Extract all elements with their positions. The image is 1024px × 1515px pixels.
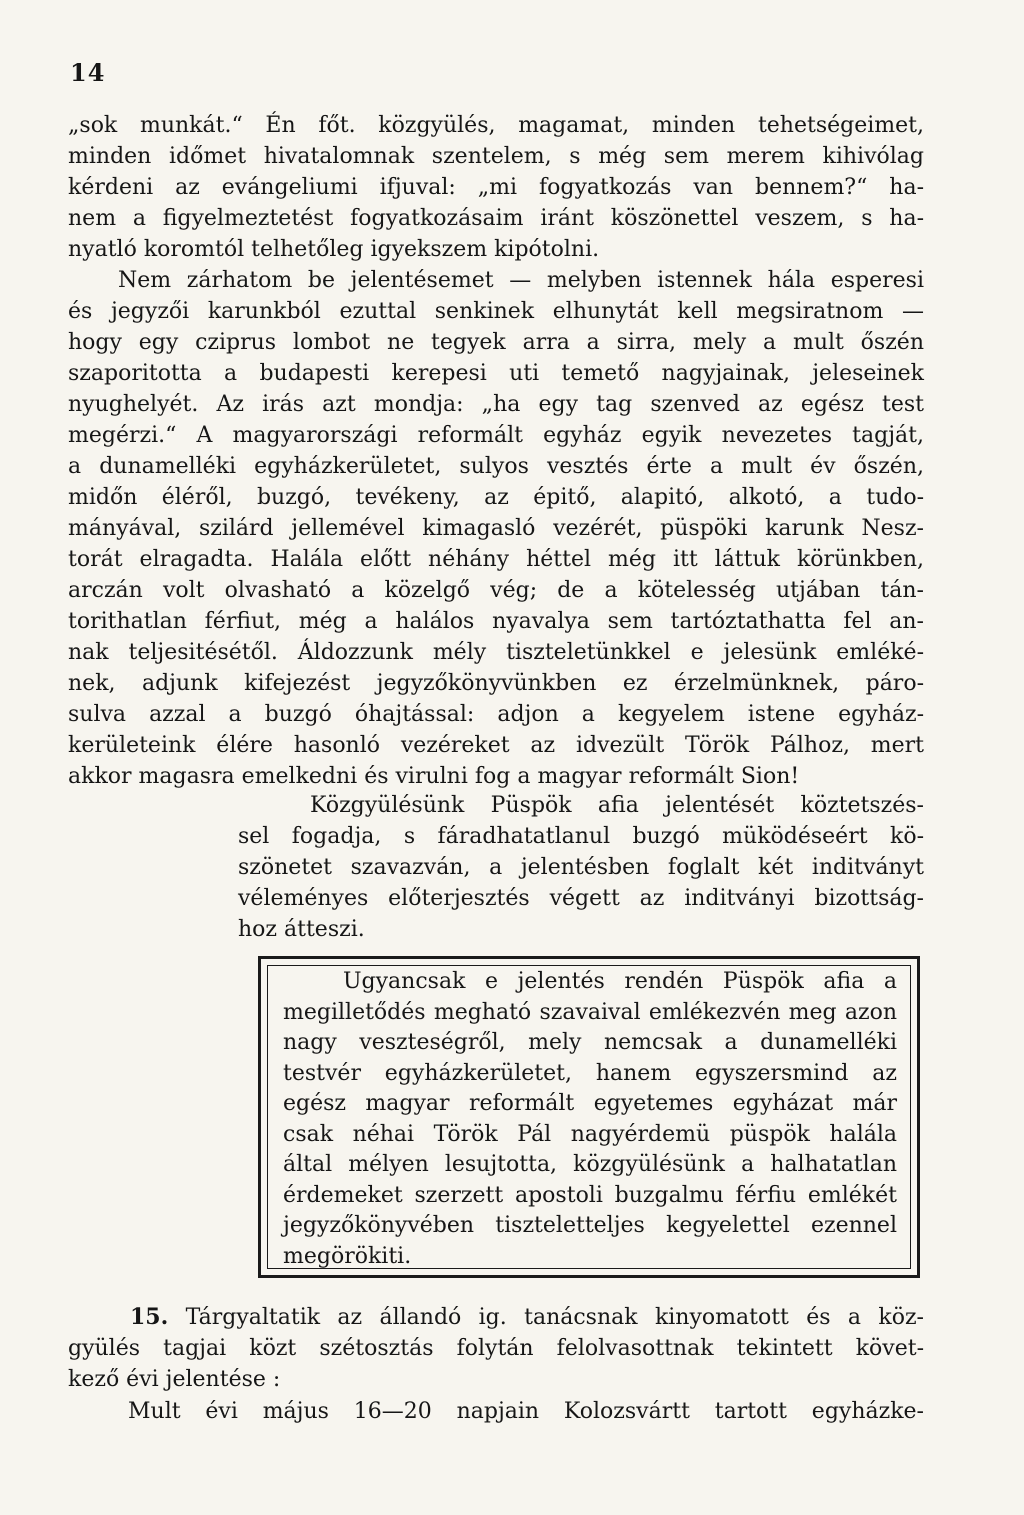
resolution-text: [238, 790, 924, 945]
text-line: érdemeket szerzett apostoli buzgalmu férfiu emlékét: [283, 1182, 897, 1208]
text-line: nyatló koromtól telhetőleg igyekszem kipótolni.: [68, 237, 600, 262]
text-line: megilletődés megható szavaival emlékezvén meg azon: [283, 999, 897, 1025]
text-line: nagy veszteségről, mely nemcsak a dunamelléki: [283, 1030, 897, 1055]
text-line: Ugyancsak e jelentés rendén Püspök afia a: [343, 969, 897, 994]
text-line: Közgyülésünk Püspök afia jelentését köztetszés-: [310, 793, 924, 818]
text-line: [68, 1302, 924, 1333]
text-line: által mélyen lesujtotta, közgyülésünk a halhatatlan: [283, 1152, 897, 1177]
text-line: arczán volt olvasható a közelgő vég; de a kötelesség utjában tán-: [68, 578, 924, 603]
text-line: megérzi.“ A magyarországi reformált egyház egyik nevezetes tagját,: [68, 423, 924, 448]
text-line: gyülés tagjai közt szétosztás folytán felolvasottnak tekintett követ-: [68, 1336, 924, 1361]
text-line: hogy egy cziprus lombot ne tegyek arra a sirra, mely a mult őszén: [68, 330, 924, 355]
body-text: [68, 110, 924, 792]
boxed-note: [258, 956, 920, 1278]
text-line: hoz átteszi.: [238, 917, 365, 942]
text-line: akkor magasra emelkedni és virulni fog a magyar reformált Sion!: [68, 764, 800, 789]
text-line: Nem zárhatom be jelentésemet — melyben istennek hála esperesi: [118, 268, 924, 293]
text-line: véleményes előterjesztés végett az inditványi bizottság-: [238, 886, 924, 911]
item-text: Tárgyaltatik az állandó ig. tanácsnak kinyomatott és a köz-: [185, 1305, 924, 1330]
text-line: sulva azzal a buzgó óhajtással: adjon a kegyelem istene egyház-: [68, 702, 924, 727]
text-line: torithatlan férfiut, még a halálos nyavalya sem tartóztathatta fel an-: [68, 609, 924, 634]
text-line: kerületeink élére hasonló vezéreket az idvezült Török Pálhoz, mert: [68, 733, 924, 758]
text-line: minden időmet hivatalomnak szentelem, s még sem merem kihivólag: [68, 144, 924, 169]
text-line: csak néhai Török Pál nagyérdemü püspök halála: [283, 1121, 897, 1147]
text-line: nek, adjunk kifejezést jegyzőkönyvünkben ez érzelmünknek, páro-: [68, 671, 924, 696]
text-line: Mult évi május 16—20 napjain Kolozsvártt tartott egyházke-: [128, 1399, 924, 1424]
text-line: jegyzőkönyvében tiszteletteljes kegyelettel ezennel: [283, 1213, 897, 1238]
text-line: megörökiti.: [283, 1243, 412, 1269]
page-number: 14: [70, 58, 106, 87]
boxed-note-text: [283, 967, 897, 1272]
text-line: és jegyzői karunkból ezuttal senkinek elhunytát kell megsiratnom —: [68, 299, 924, 324]
text-line: nyughelyét. Az irás azt mondja: „ha egy tag szenved az egész test: [68, 392, 924, 417]
item-15: [68, 1302, 924, 1395]
item-15-continuation: [68, 1396, 924, 1427]
text-line: „sok munkát.“ Én főt. közgyülés, magamat, minden tehetségeimet,: [68, 113, 924, 138]
text-line: szaporitotta a budapesti kerepesi uti temető nagyjainak, jeleseinek: [68, 361, 924, 386]
text-line: egész magyar reformált egyetemes egyházat már: [283, 1091, 897, 1116]
text-line: torát elragadta. Halála előtt néhány héttel még itt láttuk körünkben,: [68, 547, 924, 572]
text-line: kező évi jelentése :: [68, 1367, 281, 1392]
text-line: a dunamelléki egyházkerületet, sulyos vesztés érte a mult év őszén,: [68, 454, 924, 479]
text-line: sel fogadja, s fáradhatatlanul buzgó müködéseért kö-: [238, 824, 924, 849]
text-line: nak teljesitésétől. Áldozzunk mély tiszteletünkkel e jelesünk emléké-: [68, 640, 924, 665]
text-line: nem a figyelmeztetést fogyatkozásaim iránt köszönettel veszem, s ha-: [68, 206, 924, 231]
text-line: kérdeni az evángeliumi ifjuval: „mi fogyatkozás van bennem?“ ha-: [68, 175, 924, 200]
text-line: midőn éléről, buzgó, tevékeny, az épitő, alapitó, alkotó, a tudo-: [68, 485, 924, 510]
item-number: 15.: [130, 1304, 169, 1330]
text-line: szönetet szavazván, a jelentésben foglalt két inditványt: [238, 855, 924, 880]
text-line: testvér egyházkerületet, hanem egyszersmind az: [283, 1060, 897, 1086]
text-line: mányával, szilárd jellemével kimagasló vezérét, püspöki karunk Nesz-: [68, 516, 924, 541]
